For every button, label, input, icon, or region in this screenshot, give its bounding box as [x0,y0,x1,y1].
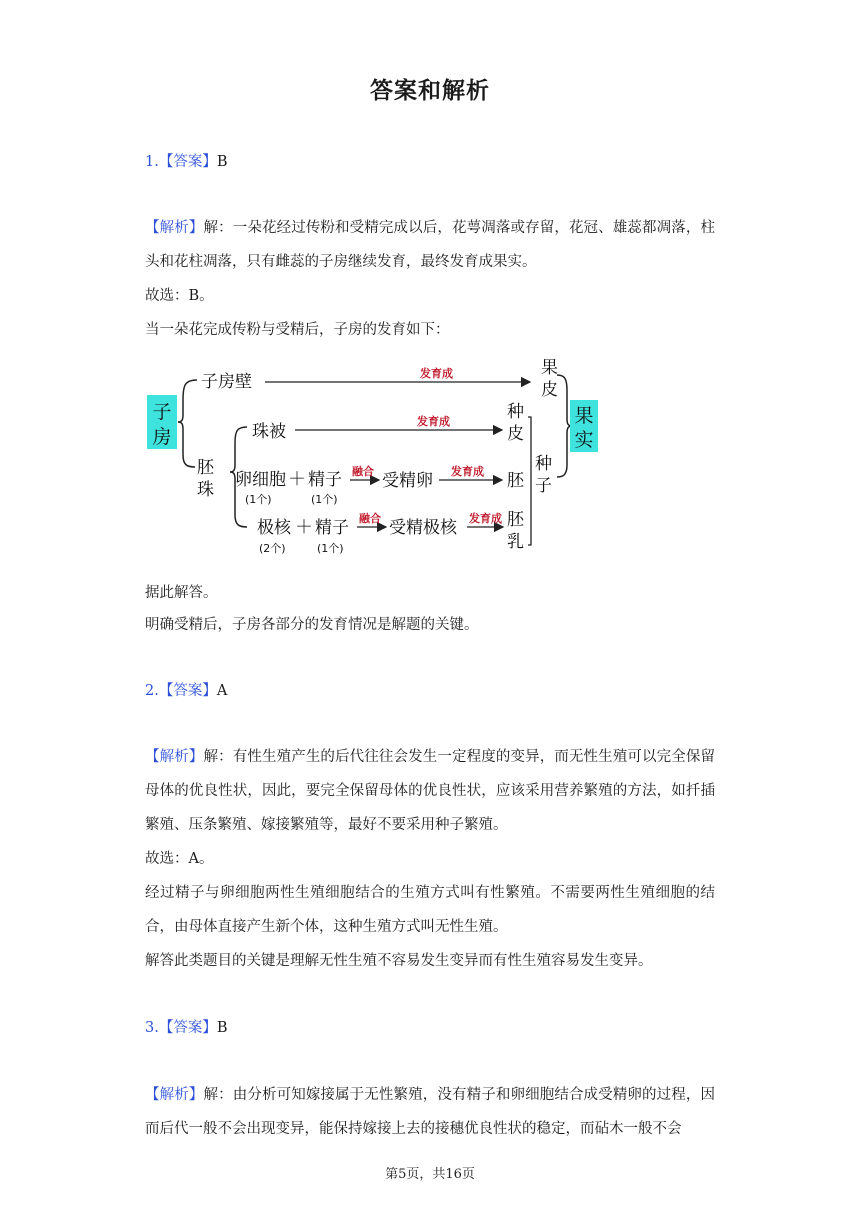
fuse-label-2: 融合 [359,512,381,525]
question-1-analysis-text: 解：一朵花经过传粉和受精完成以后，花萼凋落或存留，花冠、雄蕊都凋落，柱头和花柱凋落，只有雌蕊的子房继续发育，最终发育成果实。 [145,220,716,270]
question-1-choice: 故选：B。 [145,288,214,304]
page-title: 答案和解析 [370,78,490,104]
fuse-label-1: 融合 [352,465,374,478]
analysis-tag: 【解析】 [145,1087,204,1103]
sperm-label-2: 精子 [315,518,349,538]
analysis-tag: 【解析】 [145,220,204,236]
egg-count: (1个) [245,493,272,506]
page-footer: 第5页，共16页 [385,1167,475,1182]
zygote-label: 受精卵 [382,471,433,491]
embryo-label: 胚 [507,471,524,491]
ovule-2: 珠 [197,480,214,500]
plus-1: ＋ [288,469,306,490]
question-2-header [145,681,227,701]
ovary-development-diagram [145,355,615,565]
fruit-right-brace [557,375,572,477]
question-2-analysis [145,740,715,842]
plus-2: ＋ [295,517,313,538]
fruit-2: 实 [574,429,594,451]
polar-count: (2个) [259,542,286,555]
sperm-count-1: (1个) [311,493,338,506]
question-1-after-1: 据此解答。 [145,585,218,601]
egg-cell-label: 卵细胞 [235,470,286,490]
integument-label: 珠被 [252,422,286,442]
ovary-wall-label: 子房壁 [201,372,252,392]
main-left-brace [178,380,197,467]
question-2-analysis-text: 解：有性生殖产生的后代往往会发生一定程度的变异，而无性生殖可以完全保留母体的优良性状，因此，要完全保留母体的优良性状，应该采用营养繁殖的方法，如扦插繁殖、压条繁殖、嫁接繁殖等，最好不要采用种子繁殖。 [145,749,716,833]
seed-right-bracket [528,417,531,545]
fertilized-polar-label: 受精极核 [389,518,457,538]
question-3-analysis-text: 解：由分析可知嫁接属于无性繁殖，没有精子和卵细胞结合成受精卵的过程，因而后代一般不会出现变异，能保持嫁接上去的接穗优良性状的稳定，而砧木一般不会 [145,1087,716,1137]
seed-coat-1: 种 [507,402,524,422]
seed-coat-2: 皮 [507,424,524,444]
answer-tag: 【答案】 [158,154,217,170]
fruit-1: 果 [574,405,594,427]
question-3-answer: B [216,1020,228,1036]
pericarp-2: 皮 [541,380,558,400]
sperm-count-2: (1个) [317,542,344,555]
develops-label-4: 发育成 [469,512,502,525]
question-3-analysis [145,1078,715,1146]
question-2-explain: 经过精子与卵细胞两性生殖细胞结合的生殖方式叫有性繁殖。不需要两性生殖细胞的结合，由母体直接产生新个体，这种生殖方式叫无性生殖。 [145,885,715,935]
ovule-1: 胚 [197,458,214,478]
question-1-intro: 当一朵花完成传粉与受精后，子房的发育如下： [145,322,450,338]
question-1-after-2: 明确受精后，子房各部分的发育情况是解题的关键。 [145,617,479,633]
question-2-choice: 故选：A。 [145,851,214,867]
develops-label-3: 发育成 [451,465,484,478]
sperm-label-1: 精子 [308,470,342,490]
analysis-tag: 【解析】 [145,749,204,765]
endosperm-2: 乳 [507,532,524,552]
question-2-number: 2. [145,683,159,699]
seed-2: 子 [535,476,552,496]
question-2-key: 解答此类题目的关键是理解无性生殖不容易发生变异而有性生殖容易发生变异。 [145,953,653,969]
ovary-label-2: 房 [152,426,172,448]
seed-1: 种 [535,454,552,474]
question-3-number: 3. [145,1020,159,1036]
question-1-analysis [145,211,715,279]
answer-tag: 【答案】 [158,1020,217,1036]
develops-label-1: 发育成 [420,367,453,380]
question-2-answer: A [216,683,228,699]
pericarp-1: 果 [541,358,558,378]
question-1-number: 1. [145,154,159,170]
question-1-header [145,152,228,172]
polar-nuclei-label: 极核 [257,518,291,538]
endosperm-1: 胚 [507,510,524,530]
develops-label-2: 发育成 [417,415,450,428]
ovary-label-1: 子 [152,401,172,423]
question-1-answer: B [216,154,228,170]
answer-tag: 【答案】 [158,683,217,699]
question-3-header [145,1018,228,1038]
